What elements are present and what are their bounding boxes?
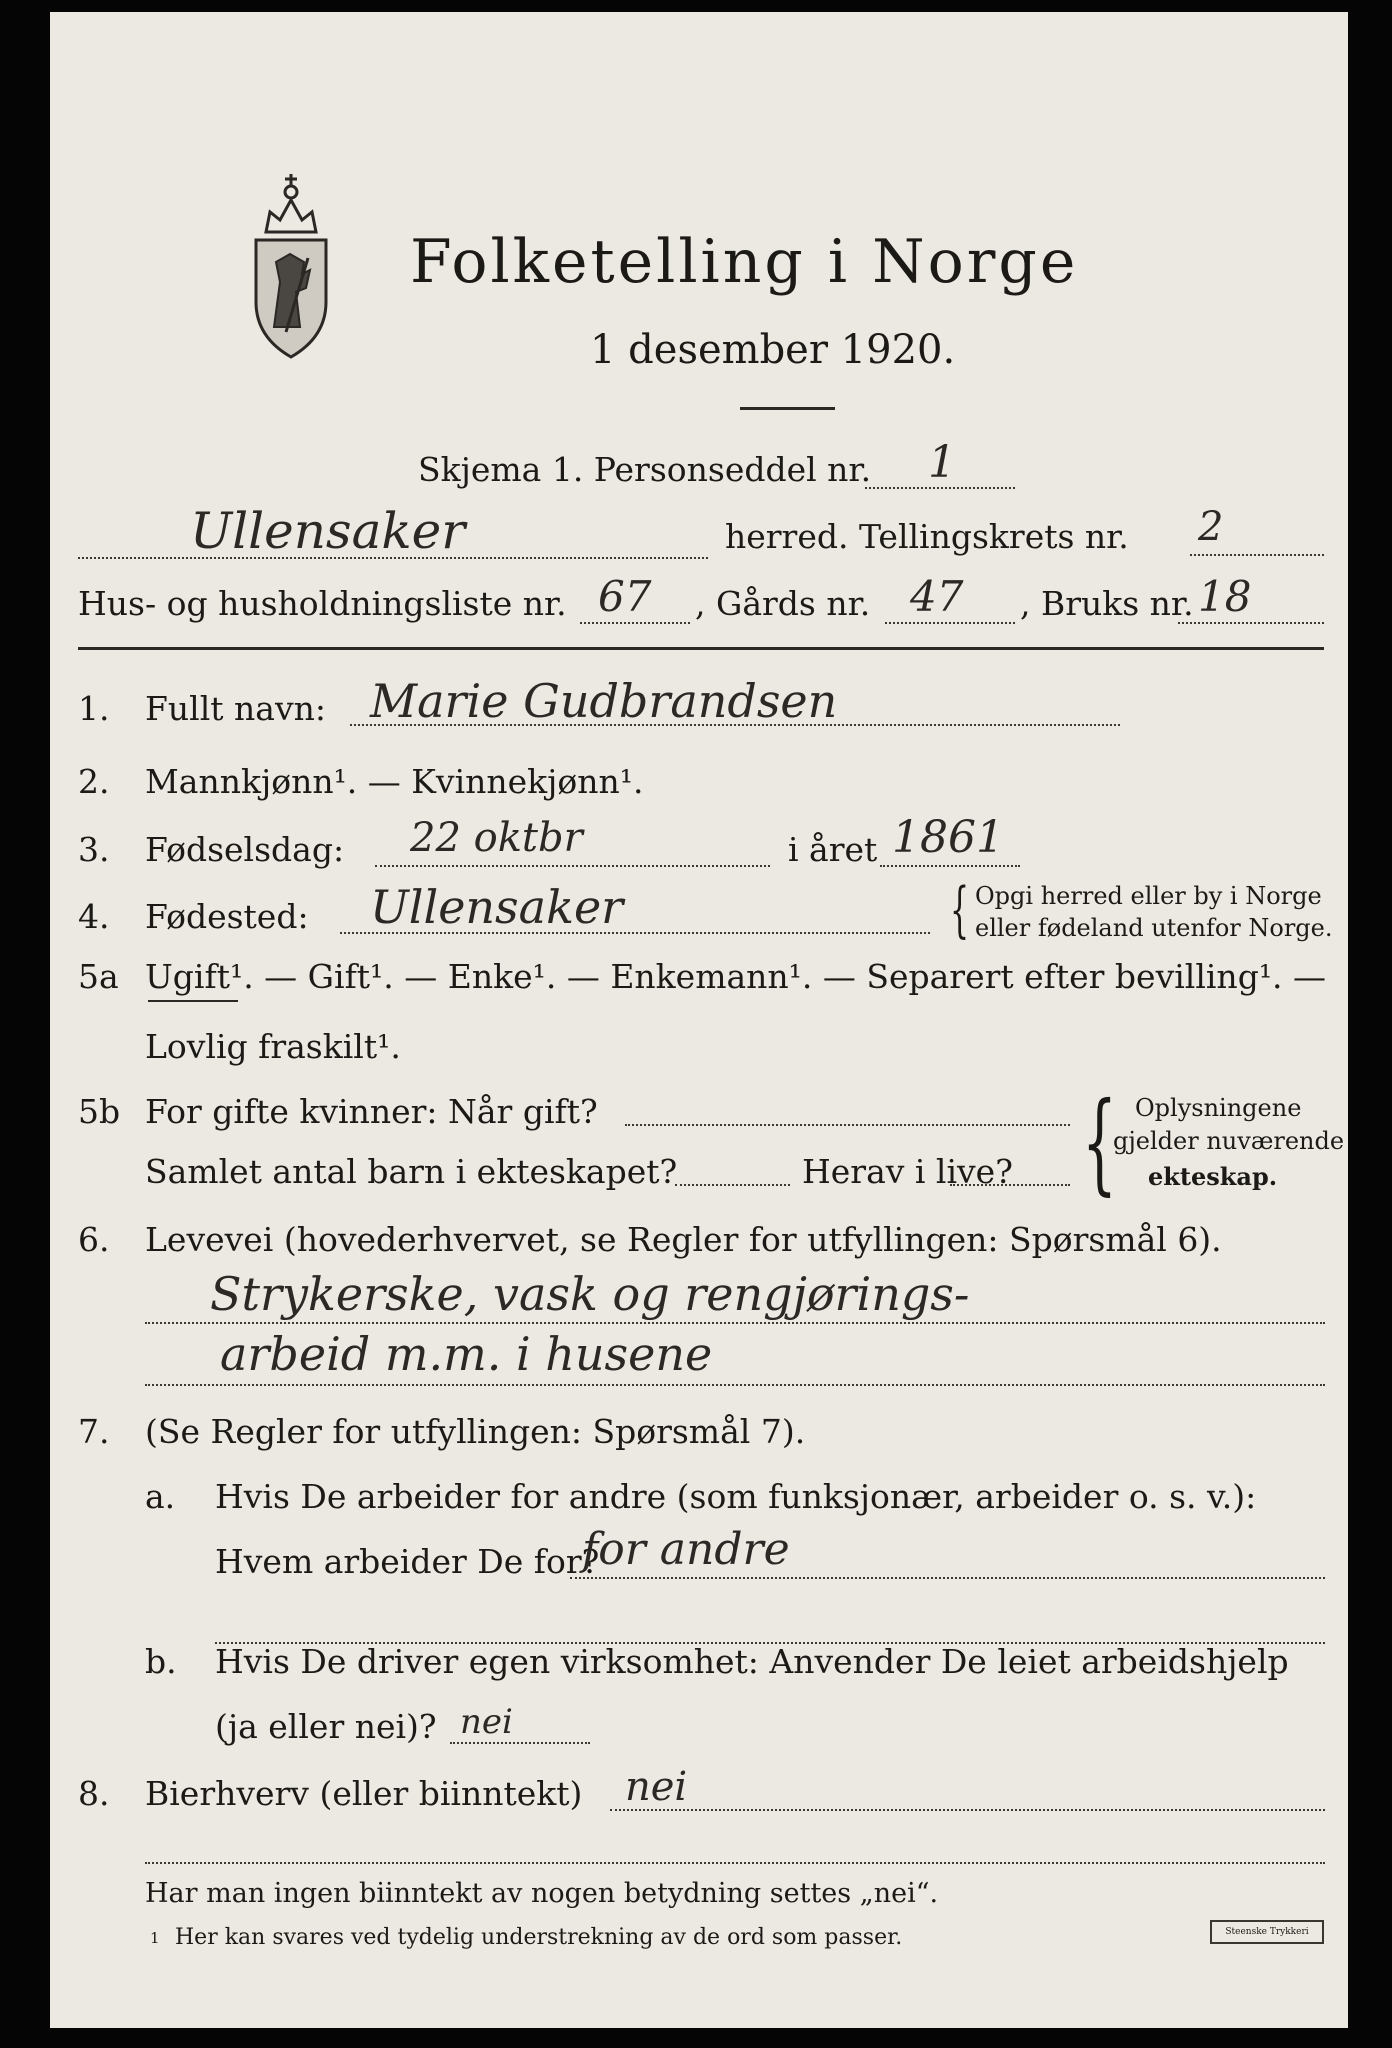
q5b-number: 5b	[78, 1092, 121, 1131]
census-form-sheet	[50, 12, 1348, 2028]
q5b-live-dotline	[950, 1184, 1070, 1186]
q7a-letter: a.	[145, 1477, 176, 1516]
header-rule	[78, 647, 1324, 650]
q4-note-line2: eller fødeland utenfor Norge.	[975, 914, 1333, 942]
q7a-dotline	[570, 1577, 1325, 1579]
q6-number: 6.	[78, 1220, 110, 1259]
q7-number: 7.	[78, 1412, 110, 1451]
q2-label: Mannkjønn¹. — Kvinnekjønn¹.	[145, 762, 644, 801]
footer-note: Har man ingen biinntekt av nogen betydning settes „nei“.	[145, 1878, 939, 1909]
q7a-line1: Hvis De arbeider for andre (som funksjonær, arbeider o. s. v.):	[215, 1477, 1257, 1516]
q6-value-line1: Strykerske, vask og rengjørings-	[210, 1267, 970, 1321]
q5b-line2-a: Samlet antal barn i ekteskapet?	[145, 1152, 678, 1191]
form-title: Folketelling i Norge	[410, 227, 1079, 297]
q7a-line2: Hvem arbeider De for?	[215, 1542, 600, 1581]
printer-stamp: Steenske Trykkeri	[1210, 1920, 1324, 1944]
q5a-line2: Lovlig fraskilt¹.	[145, 1027, 401, 1066]
q8-number: 8.	[78, 1774, 110, 1813]
q5b-note-line3: ekteskap.	[1148, 1162, 1278, 1191]
personseddel-value: 1	[928, 437, 956, 488]
q3-value: 22 oktbr	[410, 815, 583, 861]
q3-label: Fødselsdag:	[145, 830, 345, 869]
q4-value: Ullensaker	[370, 880, 624, 934]
q5b-line2-b: Herav i live?	[802, 1152, 1013, 1191]
gards-value: 47	[910, 572, 964, 621]
census-date: 1 desember 1920.	[590, 327, 956, 373]
q5b-note-line1: Oplysningene	[1135, 1094, 1302, 1122]
skjema-label: Skjema 1. Personseddel nr.	[418, 450, 872, 489]
q7b-letter: b.	[145, 1642, 177, 1681]
q4-brace: {	[950, 875, 970, 945]
q7b-dotline	[450, 1742, 590, 1744]
bruks-value: 18	[1198, 572, 1252, 621]
q1-number: 1.	[78, 689, 110, 728]
q7-label: (Se Regler for utfyllingen: Spørsmål 7).	[145, 1412, 806, 1451]
q5a-number: 5a	[78, 957, 119, 996]
gards-label: , Gårds nr.	[695, 584, 871, 623]
q3-year-label: i året	[788, 830, 878, 869]
q5a-line1: Ugift¹. — Gift¹. — Enke¹. — Enkemann¹. — Separert efter bevilling¹. —	[145, 957, 1327, 996]
q6-label: Levevei (hovederhvervet, se Regler for utfyllingen: Spørsmål 6).	[145, 1220, 1222, 1259]
q4-label: Fødested:	[145, 897, 309, 936]
title-divider	[740, 407, 835, 410]
q8-dotline	[610, 1809, 1325, 1811]
q5b-gift-dotline	[625, 1124, 1070, 1126]
q7a-value: for andre	[582, 1524, 790, 1575]
q6-dotline1	[145, 1322, 1325, 1324]
bruks-label: , Bruks nr.	[1020, 584, 1194, 623]
q6-value-line2: arbeid m.m. i husene	[220, 1327, 713, 1381]
q4-number: 4.	[78, 897, 110, 936]
hus-label: Hus- og husholdningsliste nr.	[78, 584, 567, 623]
q5b-note-line2: gjelder nuværende	[1113, 1127, 1345, 1155]
q1-label: Fullt navn:	[145, 689, 326, 728]
herred-label: herred. Tellingskrets nr.	[725, 517, 1129, 556]
q7b-line1: Hvis De driver egen virksomhet: Anvender De leiet arbeidshjelp	[215, 1642, 1289, 1681]
q8-value: nei	[625, 1764, 688, 1810]
q3-number: 3.	[78, 830, 110, 869]
q7b-line2: (ja eller nei)?	[215, 1707, 437, 1746]
q6-dotline2	[145, 1384, 1325, 1386]
hus-dotline	[580, 622, 690, 624]
tellingskrets-value: 2	[1198, 504, 1224, 550]
q3-dotline	[375, 865, 770, 867]
q5b-brace: {	[1082, 1078, 1117, 1206]
q7b-value: nei	[460, 1702, 513, 1742]
footnote-text: Her kan svares ved tydelig understrekning av de ord som passer.	[175, 1925, 903, 1950]
q5b-barn-dotline	[675, 1184, 790, 1186]
tellingskrets-dotline	[1190, 554, 1324, 556]
q3-year-value: 1861	[892, 812, 1004, 863]
q8-label: Bierhverv (eller biinntekt)	[145, 1774, 583, 1813]
q1-value: Marie Gudbrandsen	[370, 674, 838, 728]
footnote-mark: 1	[150, 1929, 160, 1947]
coat-of-arms-icon	[246, 162, 336, 362]
q8-dotline2	[145, 1862, 1325, 1864]
q2-number: 2.	[78, 762, 110, 801]
hus-value: 67	[598, 572, 652, 621]
q5a-underline-ugift	[148, 1000, 238, 1002]
gards-dotline	[885, 622, 1015, 624]
herred-value: Ullensaker	[190, 502, 466, 560]
q5b-line1: For gifte kvinner: Når gift?	[145, 1092, 598, 1131]
bruks-dotline	[1178, 622, 1324, 624]
q4-note-line1: Opgi herred eller by i Norge	[975, 882, 1322, 910]
q3-year-dotline	[880, 865, 1020, 867]
